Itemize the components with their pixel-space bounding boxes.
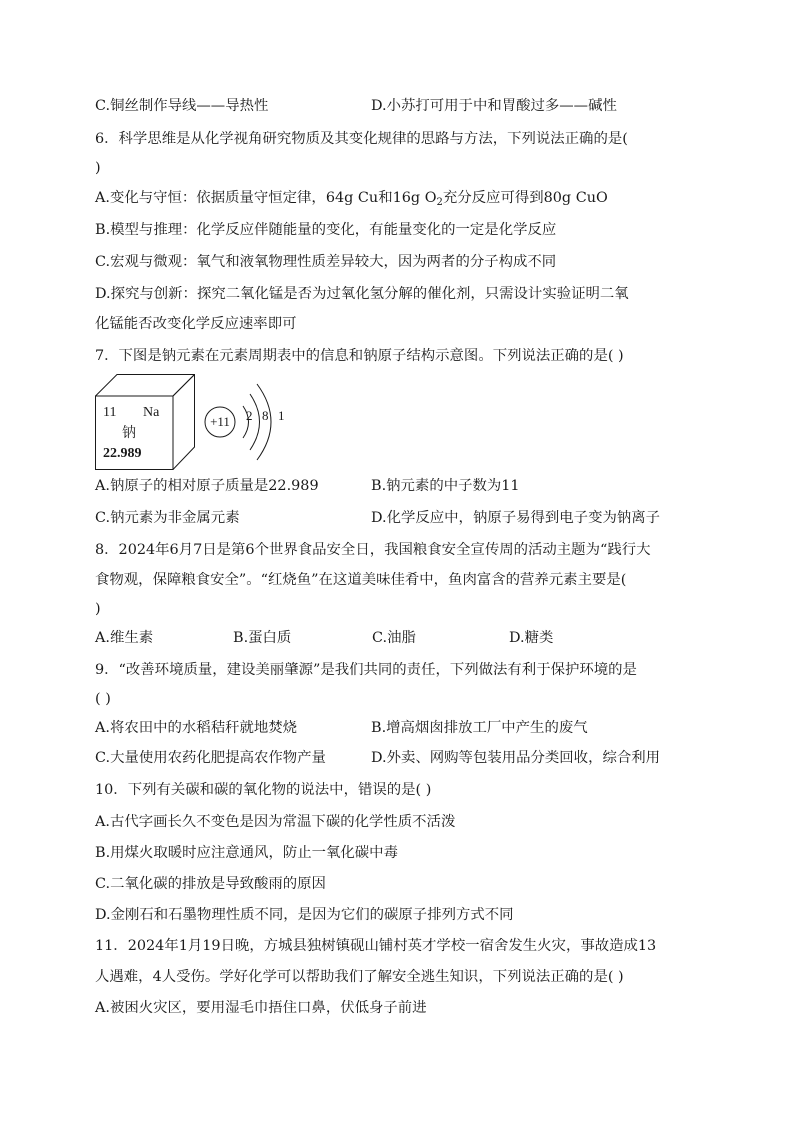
- atomic-number: 11: [103, 405, 117, 420]
- element-symbol: Na: [143, 405, 160, 420]
- q9-option-d: D.外卖、网购等包装用品分类回收，综合利用: [371, 750, 661, 766]
- q10-option-a: A.古代字画长久不变色是因为常温下碳的化学性质不活泼: [95, 814, 456, 830]
- q7-option-d: D.化学反应中，钠原子易得到电子变为钠离子: [371, 510, 661, 526]
- periodic-table-cell: [95, 374, 195, 470]
- shell-3-electrons: 1: [278, 408, 285, 423]
- q11-stem-line1: 11．2024年1月19日晚，方城县独树镇砚山铺村英才学校一宿舍发生火灾，事故造成13: [95, 938, 657, 954]
- q11-option-a: A.被困火灾区，要用湿毛巾捂住口鼻，伏低身子前进: [95, 1000, 427, 1016]
- q7-option-b: B.钠元素的中子数为11: [371, 478, 520, 494]
- q8-option-a: A.维生素: [95, 630, 154, 646]
- q8-options-row: [95, 628, 699, 648]
- q6-option-a-text-end: 充分反应可得到80g CuO: [442, 190, 608, 206]
- q8-stem-line1: 8．2024年6月7日是第6个世界食品安全日，我国粮食安全宣传周的活动主题为“践行大: [95, 542, 651, 558]
- q7-option-a: A.钠原子的相对原子质量是22.989: [95, 478, 319, 494]
- q5-options-row: [95, 96, 699, 116]
- q9-options-row2: [95, 748, 699, 768]
- q9-stem-line1: 9．“改善环境质量，建设美丽肇源”是我们共同的责任，下列做法有利于保护环境的是: [95, 662, 637, 678]
- q7-options-row1: [95, 476, 699, 496]
- q6-option-d-line2: 化锰能否改变化学反应速率即可: [95, 316, 297, 332]
- q7-options-row2: [95, 508, 699, 528]
- q10-option-d: D.金刚石和石墨物理性质不同，是因为它们的碳原子排列方式不同: [95, 907, 514, 923]
- q5-option-d: D.小苏打可用于中和胃酸过多——碱性: [371, 98, 617, 114]
- q9-option-c: C.大量使用农药化肥提高农作物产量: [95, 750, 326, 766]
- q8-option-d: D.糖类: [509, 630, 554, 646]
- q7-option-c: C.钠元素为非金属元素: [95, 510, 240, 526]
- q11-stem-line2: 人遇难，4人受伤。学好化学可以帮助我们了解安全逃生知识，下列说法正确的是( ): [95, 969, 624, 985]
- q10-option-c: C.二氧化碳的排放是导致酸雨的原因: [95, 876, 326, 892]
- q9-option-b: B.增高烟囱排放工厂中产生的废气: [371, 720, 588, 736]
- q10-option-b: B.用煤火取暖时应注意通风，防止一氧化碳中毒: [95, 845, 398, 861]
- q9-options-row1: [95, 718, 699, 738]
- q8-option-c: C.油脂: [372, 630, 416, 646]
- atom-structure-diagram: [203, 376, 303, 470]
- q9-option-a: A.将农田中的水稻秸秆就地焚烧: [95, 720, 298, 736]
- nucleus-charge: +11: [210, 414, 230, 429]
- q8-stem-line2: 食物观，保障粮食安全”。“红烧鱼”在这道美味佳肴中，鱼肉富含的营养元素主要是(: [95, 572, 627, 588]
- q9-stem-line2: ( ): [95, 691, 111, 707]
- q8-option-b: B.蛋白质: [233, 630, 292, 646]
- q6-stem-line1: 6．科学思维是从化学视角研究物质及其变化规律的思路与方法，下列说法正确的是(: [95, 131, 628, 147]
- q5-option-c: C.铜丝制作导线——导热性: [95, 98, 269, 114]
- q7-stem: 7．下图是钠元素在元素周期表中的信息和钠原子结构示意图。下列说法正确的是( ): [95, 348, 624, 364]
- q6-option-c: C.宏观与微观：氧气和液氧物理性质差异较大，因为两者的分子构成不同: [95, 254, 557, 270]
- q10-stem: 10．下列有关碳和碳的氧化物的说法中，错误的是( ): [95, 782, 432, 798]
- q6-option-b: B.模型与推理：化学反应伴随能量的变化，有能量变化的一定是化学反应: [95, 222, 557, 238]
- q6-option-a-text: A.变化与守恒：依据质量守恒定律，64g Cu和16g O: [95, 190, 437, 206]
- shell-1-electrons: 2: [246, 408, 253, 423]
- element-name: 钠: [122, 426, 136, 441]
- shell-2-electrons: 8: [262, 408, 269, 423]
- q6-option-a: [95, 188, 699, 208]
- atomic-mass: 22.989: [103, 446, 142, 461]
- q6-option-d-line1: D.探究与创新：探究二氧化锰是否为过氧化氢分解的催化剂，只需设计实验证明二氧: [95, 286, 629, 302]
- q8-stem-line3: ): [95, 601, 101, 617]
- q6-stem-line2: ): [95, 160, 101, 176]
- q6-option-a-subscript: 2: [436, 197, 443, 208]
